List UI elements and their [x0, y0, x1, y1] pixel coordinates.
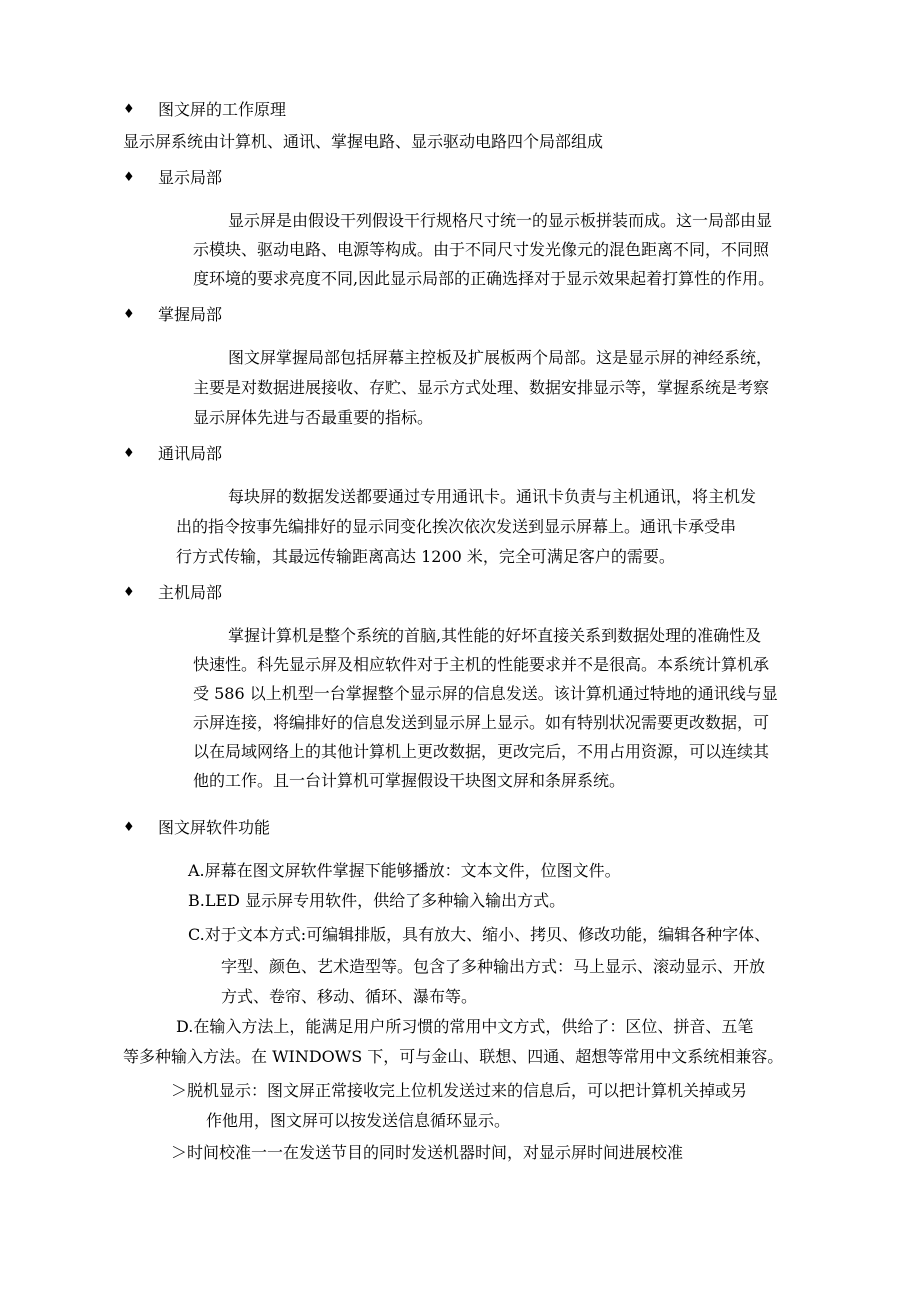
software-item-c-line: 字型、颜色、艺术造型等。包含了多种输出方式：马上显示、滚动显示、开放	[221, 957, 766, 976]
section-comm-heading: 通讯局部	[158, 444, 223, 463]
diamond-bullet-icon: ♦	[123, 307, 135, 322]
host-paragraph-line: 快速性。科先显示屏及相应软件对于主机的性能要求并不是很高。本系统计算机承	[193, 655, 770, 674]
software-offline-line: 作他用，图文屏可以按发送信息循环显示。	[206, 1111, 511, 1130]
display-paragraph-line: 度环境的要求亮度不同,因此显示局部的正确选择对于显示效果起着打算性的作用。	[193, 269, 775, 288]
section-principle-heading: 图文屏的工作原理	[158, 100, 287, 119]
software-item-a: A.屏幕在图文屏软件掌握下能够播放：文本文件，位图文件。	[188, 861, 621, 880]
software-item-d-line: 等多种输入方法。在 WINDOWS 下，可与金山、联想、四通、超想等常用中文系统相兼容。	[123, 1047, 784, 1066]
software-item-d-line: D.在输入方法上，能满足用户所习惯的常用中文方式，供给了：区位、拼音、五笔	[176, 1017, 754, 1036]
software-offline-line: ＞脱机显示：图文屏正常接收完上位机发送过来的信息后，可以把计算机关掉或另	[171, 1081, 748, 1100]
software-timesync: ＞时间校准一一在发送节目的同时发送机器时间，对显示屏时间进展校准	[171, 1143, 684, 1162]
control-paragraph-line: 主要是对数据进展接收、存贮、显示方式处理、数据安排显示等，掌握系统是考察	[193, 378, 770, 397]
host-paragraph-line: 受 586 以上机型一台掌握整个显示屏的信息发送。该计算机通过特地的通讯线与显	[193, 684, 778, 703]
software-item-c-line: C.对于文本方式:可编辑排版，具有放大、缩小、拷贝、修改功能，编辑各种字体、	[188, 925, 771, 944]
host-paragraph-line: 他的工作。且一台计算机可掌握假设干块图文屏和条屏系统。	[193, 771, 626, 790]
comm-paragraph-line: 每块屏的数据发送都要通过专用通讯卡。通讯卡负责与主机通讯，将主机发	[228, 487, 757, 506]
diamond-bullet-icon: ♦	[123, 820, 135, 835]
diamond-bullet-icon: ♦	[123, 102, 135, 117]
control-paragraph-line: 图文屏掌握局部包括屏幕主控板及扩展板两个局部。这是显示屏的神经系统，	[228, 348, 773, 367]
section-control-heading: 掌握局部	[158, 305, 223, 324]
comm-paragraph-line: 行方式传输，其最远传输距离高达 1200 米，完全可满足客户的需要。	[176, 547, 675, 566]
section-host-heading: 主机局部	[158, 583, 223, 602]
host-paragraph-line: 以在局域网络上的其他计算机上更改数据，更改完后，不用占用资源，可以连续其	[193, 742, 770, 761]
display-paragraph-line: 显示屏是由假设干列假设干行规格尺寸统一的显示板拼装而成。这一局部由显	[228, 211, 773, 230]
host-paragraph-line: 示屏连接，将编排好的信息发送到显示屏上显示。如有特别状况需要更改数据，可	[193, 713, 770, 732]
comm-paragraph-line: 出的指令按事先编排好的显示同变化挨次依次发送到显示屏幕上。通讯卡承受串	[176, 517, 737, 536]
section-display-heading: 显示局部	[158, 168, 223, 187]
software-item-c-line: 方式、卷帘、移动、循环、瀑布等。	[221, 987, 478, 1006]
host-paragraph-line: 掌握计算机是整个系统的首脑,其性能的好坏直接关系到数据处理的准确性及	[228, 626, 762, 645]
display-paragraph-line: 示模块、驱动电路、电源等构成。由于不同尺寸发光像元的混色距离不同，不同照	[193, 240, 770, 259]
principle-intro: 显示屏系统由计算机、通讯、掌握电路、显示驱动电路四个局部组成	[123, 132, 604, 151]
section-software-heading: 图文屏软件功能	[158, 818, 271, 837]
control-paragraph-line: 显示屏体先进与否最重要的指标。	[193, 408, 434, 427]
diamond-bullet-icon: ♦	[123, 585, 135, 600]
software-item-b: B.LED 显示屏专用软件，供给了多种输入输出方式。	[188, 891, 566, 910]
diamond-bullet-icon: ♦	[123, 446, 135, 461]
diamond-bullet-icon: ♦	[123, 170, 135, 185]
